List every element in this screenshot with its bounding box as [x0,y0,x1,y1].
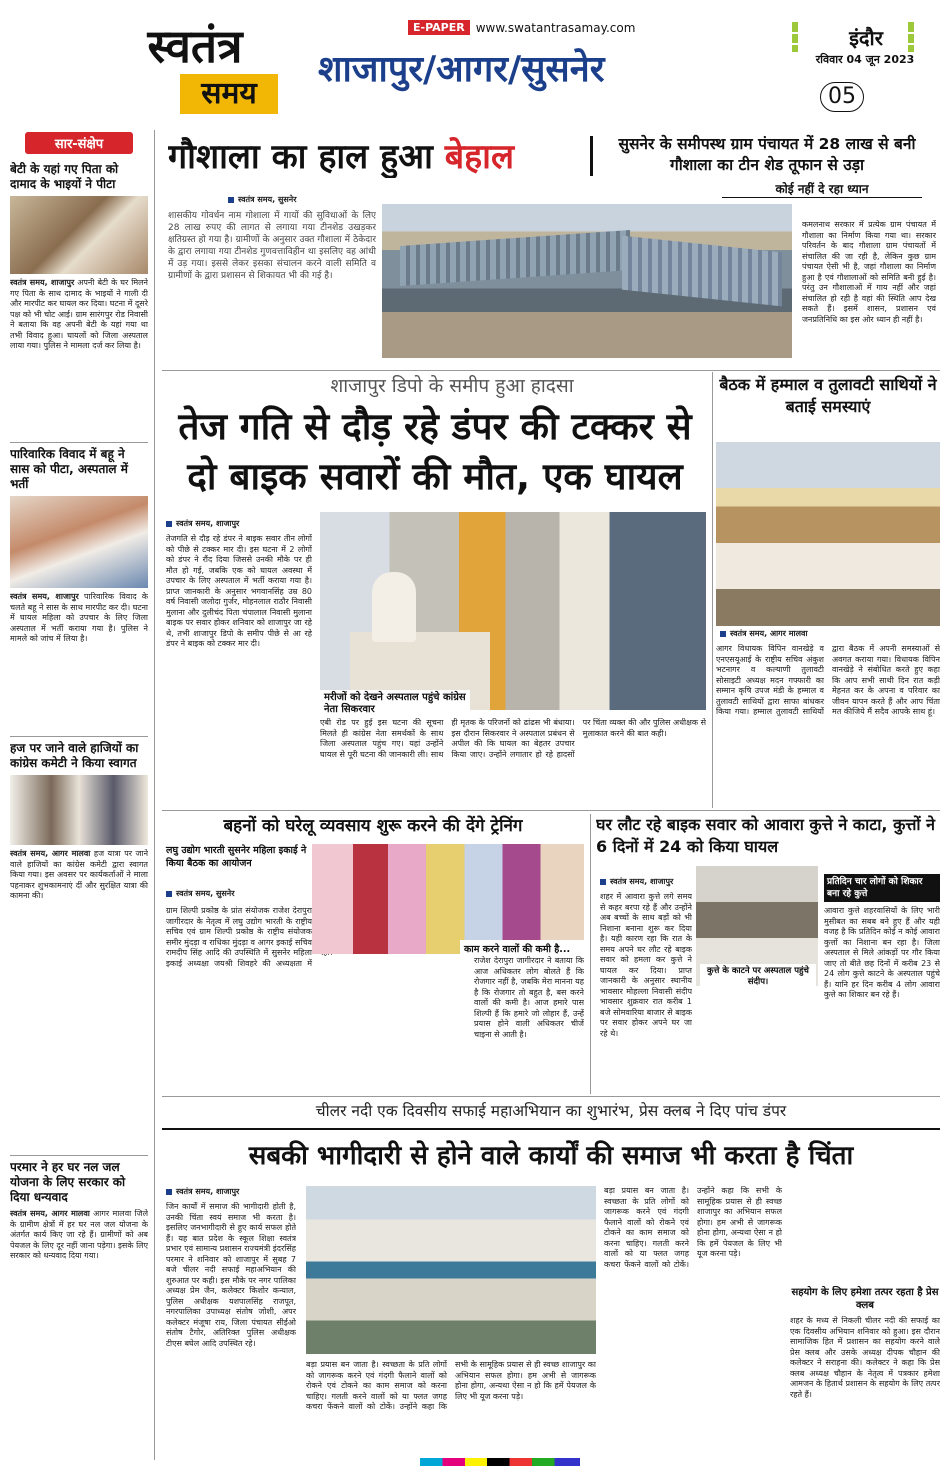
sidebar-item [10,162,148,436]
training-byline: स्वतंत्र समय, सुसनेर [166,888,235,899]
section-divider [162,810,940,811]
dogbite-photo-caption: कुत्ते के काटने पर अस्पताल पहुंचे संदीप। [700,964,816,990]
city-name: इंदौर [849,26,883,50]
color-marks-left [792,22,798,52]
sidebar-headline: बेटी के यहां गए पिता को दामाद के भाइयों ने पीटा [10,162,119,191]
edition-title: शाजापुर/आगर/सुसनेर [318,49,605,90]
dogbite-box [824,874,940,1094]
cheelar-headline: सबकी भागीदारी से होने वाले कार्यों की समाज भी करता है चिंता [248,1141,854,1171]
training-subhead: लघु उद्योग भारती सुसनेर महिला इकाई ने किया बैठक का आयोजन [166,845,307,869]
hammal-text: आगर विधायक विपिन वानखेड़े व एनएसयूआई के राष्ट्रीय सचिव अंकुश भटनागर व कल्याणी तुलावटी सोसाइटी अध्यक्ष मदन गफ्फारी का सम्मान कृषि उपज मंडी के हम्माल व तुलावटी साथियों द्वारा साफा बांधकर किया गया। हम्माल तुलावटी साथियों द्वारा बैठक में अपनी समस्याओं से अवगत कराया गया। विधायक विपिन वानखेड़े ने संबोधित करते हुए कहा कि आप सभी साथी दिन रात कड़ी मेहनत कर के अपना व परिवार का जीवन यापन करते हैं और आप चिंता मत कीजिये मैं सदैव आपके साथ हूं। [716,644,940,716]
dogbite-text: शहर में आवारा कुत्ते लगे समय से कहर बरपा रहे हैं और उन्होंने अब बच्चों के साथ बड़ों को भी निशाना बनाना शुरू कर दिया है। यही कारण रहा कि रात के समय अपने घर लौट रहे बाइक सवार को हमला कर कुत्ते ने घायल कर दिया। प्राप्त जानकारी के अनुसार स्थानीय भावसार मोहल्ला निवासी संदीप भावसार शुक्रवार रात करीब 1 बजे सोमवारिया बाजार से बाइक पर सवार होकर अपने घर जा रहे थे। [600,892,692,1038]
epaper-label: E-PAPER [408,20,470,35]
dumper-headline: तेज गति से दौड़ रहे डंपर की टक्कर से दो बाइक सवारों की मौत, एक घायल [178,405,692,498]
hammal-headline: बैठक में हम्माल व तुलावटी साथियों ने बताई समस्याएं [719,375,937,416]
website-link[interactable]: www.swatantrasamay.com [475,20,636,35]
sidebar [10,132,148,1462]
sidebar-byline: स्वतंत्र समय, शाजापुर [10,592,79,601]
column-divider [154,130,155,1460]
logo-top: स्वतंत्र [147,19,243,73]
sidebar-item [10,442,148,730]
gaushala-headline [168,136,588,178]
sidebar-text: स्वतंत्र समय, शाजापुर पारिवारिक विवाद के चलते बहू ने सास के साथ मारपीट कर दी। घटना में घायल महिला को उपचार के लिए जिला अस्पताल में भर्ती कराया गया है। पुलिस ने मामले को जांच में लिया है। [10,592,148,643]
sidebar-text: स्वतंत्र समय, आगर मालवा आगर मालवा जिले के ग्रामीण क्षेत्रों में हर घर नल जल योजना के अंतर्गत कार्य किए जा रहे हैं। ग्रामीणों को अब पेयजल के लिए दूर नहीं जाना पड़ेगा। इसके लिए सरकार को धन्यवाद दिया गया। [10,1209,148,1260]
river-cleanup-photo [306,1186,596,1354]
column-divider [712,372,713,808]
cheelar-text-middle: बड़ा प्रयास बन जाता है। स्वच्छता के प्रति लोगों को जागरूक करने एवं गंदगी फैलाने वालों को रोकने एवं टोकने का काम समाज को करना चाहिए। गलती करने वालों को या फ्लत जगह कचरा फेंकने वालों को टोकें। उन्होंने कहा कि सभी के सामूहिक प्रयास से ही स्वच्छ शाजापुर का अभियान सफल होगा। हम अभी से जागरूक होना होगा, अन्यथा ऐसा न हो कि हमें पेयजल के लिए भी यूज करना पड़े। [604,1186,782,1269]
dogbite-byline: स्वतंत्र समय, शाजापुर [600,876,673,887]
sidebar-photo [10,775,148,845]
dumper-kicker: शाजापुर डिपो के समीप हुआ हादसा [330,375,574,397]
gaushala-deck: सुसनेर के समीपस्थ ग्राम पंचायत में 28 लाख से बनी गौशाला का टीन शेड तूफान से उड़ा [618,135,916,174]
dogbite-box-title: प्रतिदिन चार लोगों को शिकार बना रहे कुत्ते [824,874,940,902]
headline-red-word: बेहाल [444,137,515,177]
cheelar-byline: स्वतंत्र समय, शाजापुर [166,1186,239,1197]
press-club-lead [790,1186,940,1282]
dogbite-box-text: आवारा कुत्ते शहरवासियों के लिए भारी मुसीबत का सबब बने हुए हैं और यही वजह है कि प्रतिदिन कोई न कोई आवारा कुत्तों का निशाना बन रहा है। जिला अस्पताल से मिले आंकड़ों पर गौर किया जाए तो बीते छह दिनों में करीब 23 से 24 लोग कुत्ते काटने के अस्पताल पहुंचे हैं। यानि हर दिन करीब 4 लोग आवारा कुत्ते का शिकार बन रहे हैं। [824,906,940,999]
hospital-photo-caption: मरीजों को देखने अस्पताल पहुंचे कांग्रेस नेता सिकरवार [320,690,470,718]
logo [110,18,280,123]
sidebar-byline: स्वतंत्र समय, शाजापुर [10,278,75,287]
dogbite-text-lower [696,994,818,1094]
sidebar-item [10,736,148,1149]
epaper-strip [408,20,635,35]
dogbite-headline: घर लौट रहे बाइक सवार को आवारा कुत्ते ने काटा, कुत्तों ने 6 दिनों में 24 को किया घायल [596,815,936,856]
column-divider [590,814,591,1094]
sidebar-text: स्वतंत्र समय, शाजापुर अपनी बेटी के घर मिलने गए पिता के साथ दामाद के भाइयों ने गाली दी और मारपीट कर घायल कर दिया। घटना में दूसरे पक्ष को भी चोट आई। ग्राम सारंगपुर रोड निवासी ने बताया कि वह अपनी बेटी के यहां गया था तभी विवाद हुआ। घायलों को जिला अस्पताल लाया गया। पुलिस ने मामला दर्ज कर लिया है। [10,278,148,350]
sidebar-byline: स्वतंत्र समय, आगर मालवा [10,849,91,858]
training-photo-caption: काम करने वालों की कमी है... [460,940,584,957]
sidebar-byline: स्वतंत्र समय, आगर मालवा [10,1209,90,1218]
cheelar-kicker: चीलर नदी एक दिवसीय सफाई महाअभियान का शुभारंभ, प्रेस क्लब ने दिए पांच डंपर [315,1102,787,1120]
logo-bottom: समय [180,74,278,114]
dumper-byline: स्वतंत्र समय, शाजापुर [166,518,239,529]
press-club-box [790,1186,940,1458]
sidebar-header: सार-संक्षेप [25,132,133,154]
women-group-photo [312,844,584,954]
story-gaushala [162,130,940,370]
press-club-box-text: शहर के मध्य से निकली चीलर नदी की सफाई का एक दिवसीय अभियान शनिवार को हुआ। इस दौरान सामाजिक हित में प्रशासन का सहयोग करने वाले प्रेस क्लब और उसके अध्यक्ष दीपक चौहान की कलेक्टर ने सराहना की। कलेक्टर ने कहा कि प्रेस क्लब अध्यक्ष चौहान के नेतृत्व में पत्रकार हमेशा आमजन के हितार्थ प्रशासन के सहयोग के लिए तत्पर रहते हैं। [790,1316,940,1399]
training-text: ग्राम शिल्पी प्रकोष्ठ के प्रांत संयोजक राजेश देरापुरा जागीरदार के नेतृत्व में लघु उद्योग भारती के राष्ट्रीय सचिव एवं ग्राम शिल्पी प्रकोष्ठ के राष्ट्रीय संयोजक समीर मुंदड़ा व राधिका मुंदड़ा व आगर इकाई सचिव रामदीप सिंह आदि की उपस्थिति में सुसनेर महिला इकाई अध्यक्षा जयश्री शिवहरे की अध्यक्षता में [166,906,312,968]
meeting-photo [716,442,940,626]
gaushala-byline: स्वतंत्र समय, सुसनेर [228,194,297,205]
sidebar-text: स्वतंत्र समय, आगर मालवा हज यात्रा पर जाने वाले हाजियों का कांग्रेस कमेटी द्वारा स्वागत किया गया। इस अवसर पर कार्यकर्ताओं ने माला पहनाकर शुभकामनाएं दीं और सुरक्षित यात्रा की कामना की। [10,849,148,900]
page-number: 05 [820,82,864,112]
kicker-rule [162,1128,940,1130]
cheelar-text: जिन कार्यों में समाज की भागीदारी होती है, उनकी चिंता स्वयं समाज भी करता है। इसलिए जनभागीदारी से हुए कार्य सफल होते हैं। यह बात प्रदेश के स्कूल शिक्षा स्वतंत्र प्रभार एवं सामान्य प्रशासन राज्यमंत्री इंदरसिंह परमार ने शनिवार को शाजापुर में सुबह 7 बजे चीलर नदी सफाई महाअभियान की शुरुआत पर कही। इस मौके पर नगर पालिका अध्यक्ष प्रेम जैन, कलेक्टर किशोर कन्याल, पुलिस अधीक्षक यशपालसिंह राजपूत, नगरपालिका उपाध्यक्ष संतोष जोशी, अपर कलेक्टर मंजूषा राय, जिला पंचायत सीईओ संतोष टैगोर, अतिरिक्त पुलिस अधीक्षक टीएस बघेल आदि उपस्थित रहे। [166,1202,296,1348]
hammal-byline: स्वतंत्र समय, आगर मालवा [720,628,808,639]
sidebar-item [10,1155,148,1409]
hospital-photo [320,512,706,710]
headline-main-text: गौशाला का हाल हुआ [168,137,445,177]
color-marks-right [908,22,914,52]
press-club-box-title: सहयोग के लिए हमेशा तत्पर रहता है प्रेस क्लब [791,1287,939,1311]
dumper-text: तेजगति से दौड़ रहे डंपर ने बाइक सवार तीन लोगों को पीछे से टक्कर मार दी। इस घटना में 2 लोगों को डंपर ने रौंद दिया जिससे उनकी मौके पर ही मौत हो गई, जबकि एक को घायल अवस्था में उपचार के लिए अस्पताल में भर्ती कराया गया है। प्राप्त जानकारी के अनुसार भगवानसिंह उम्र 80 वर्ष निवासी जलोदा गुर्जर, मोहनलाल राठौर निवासी मुलाना और दुलीचंद पिता चंपालाल निवासी मुलाना बाइक पर सवार होकर शनिवार को शाजापुर जा रहे थे, तभी शाजापुर डिपो के समीप पीछे से आ रहे डंपर ने बाइक को टक्कर मार दी। [166,534,312,648]
training-caption-text: राजेश देरापुरा जागीरदार ने बताया कि आज अधिकतर लोग बोलते हैं कि रोजगार नहीं है, जबकि मेरा मानना यह है कि रोजगार तो बहुत है, बस करने वालों की कमी है। आज हमारे पास शिल्पी हैं कि हमारे जो लोहार हैं, उन्हें प्रयास होने वाली अधिकतर चीजें चाइना से आती है। [474,956,584,1039]
gaushala-intro: शासकीय गोवर्धन नाम गोशाला में गायों की सुविधाओं के लिए 28 लाख रुपए की लागत से लगाया गया टीनशेड उखड़कर क्षतिग्रस्त हो गया है। ग्रामीणों के अनुसार उक्त गौशाला में ठेकेदार के द्वारा लगाया गया टीनशेड गुणवत्ताविहीन था इसलिए वह आंधी में उड़ गया। इससे लेकर इसका संचालन करने वाली समिति व ग्रामीणों के द्वारा प्रशासन से शिकायत भी की गई है। [168,211,376,281]
sidebar-photo [10,196,148,274]
section-divider [162,1096,940,1097]
gaushala-right-text: कमलनाथ सरकार में प्रत्येक ग्राम पंचायत में गौशाला का निर्माण किया गया था। सरकार परिवर्तन के बाद गौशाला ग्राम पंचायतों में संचालित की जा रही है, लेकिन कुछ ग्राम पंचायत ऐसी भी है, जहां गौशाला का निर्माण हुआ है एवं गौशालाओं को समिति बनी हुई है। परंतु उन गौशालाओं में गाय नहीं और जहां संचालित हो रही है वहां की स्थिति आप देख सकते हैं। इसमें शासन, प्रशासन एवं जनप्रतिनिधि का इस ओर ध्यान ही नहीं है। [802,220,936,324]
sidebar-headline: पारिवारिक विवाद में बहू ने सास को पीटा, अस्पताल में भर्ती [10,447,128,491]
section-divider [162,370,940,371]
hospital-caption-text: एबी रोड पर हुई इस घटना की सूचना मिलते ही कांग्रेस नेता समर्थकों के साथ जिला अस्पताल पहुंच गए। यहां उन्होंने घायल से पूरी घटना की जानकारी ली। साथ ही मृतक के परिजनों को ढांढस भी बंधाया। इस दौरान सिकरवार ने अस्पताल प्रबंधन से अपील की कि घायल का बेहतर उपचार किया जाए। उन्होंने लगातार हो रहे हादसों पर चिंता व्यक्त की और पुलिस अधीक्षक से मुलाकात करने की बात कही। [320,718,706,759]
training-headline: बहनों को घरेलू व्यवसाय शुरू करने की देंगे ट्रेनिंग [223,816,523,836]
story-dogbite [596,814,940,1094]
issue-date: रविवार 04 जून 2023 [815,53,915,66]
sidebar-headline: हज पर जाने वाले हाजियों का कांग्रेस कमेटी ने किया स्वागत [10,741,139,770]
bottom-color-bar [420,1458,580,1466]
cheelar-text-photo: बड़ा प्रयास बन जाता है। स्वच्छता के प्रति लोगों को जागरूक करने एवं गंदगी फैलाने वालों को रोकने एवं टोकने का काम समाज को करना चाहिए। गलती करने वालों को या फ्लत जगह कचरा फेंकने वालों को टोकें। उन्होंने कहा कि सभी के सामूहिक प्रयास से ही स्वच्छ शाजापुर का अभियान सफल होगा। हम अभी से जागरूक होना होगा, अन्यथा ऐसा न हो कि हमें पेयजल के लिए भी यूज करना पड़े। [306,1360,596,1411]
deck-divider [590,136,593,176]
story-cheelar [162,1098,940,1462]
story-training [162,814,584,1094]
gaushala-photo [382,204,792,358]
story-dumper [162,372,708,810]
story-hammal [716,372,940,810]
gaushala-subhead: कोई नहीं दे रहा ध्यान [722,180,922,198]
sidebar-photo [10,496,148,588]
masthead [0,0,945,122]
sidebar-headline: परमार ने हर घर नल जल योजना के लिए सरकार को दिया धन्यवाद [10,1160,126,1204]
